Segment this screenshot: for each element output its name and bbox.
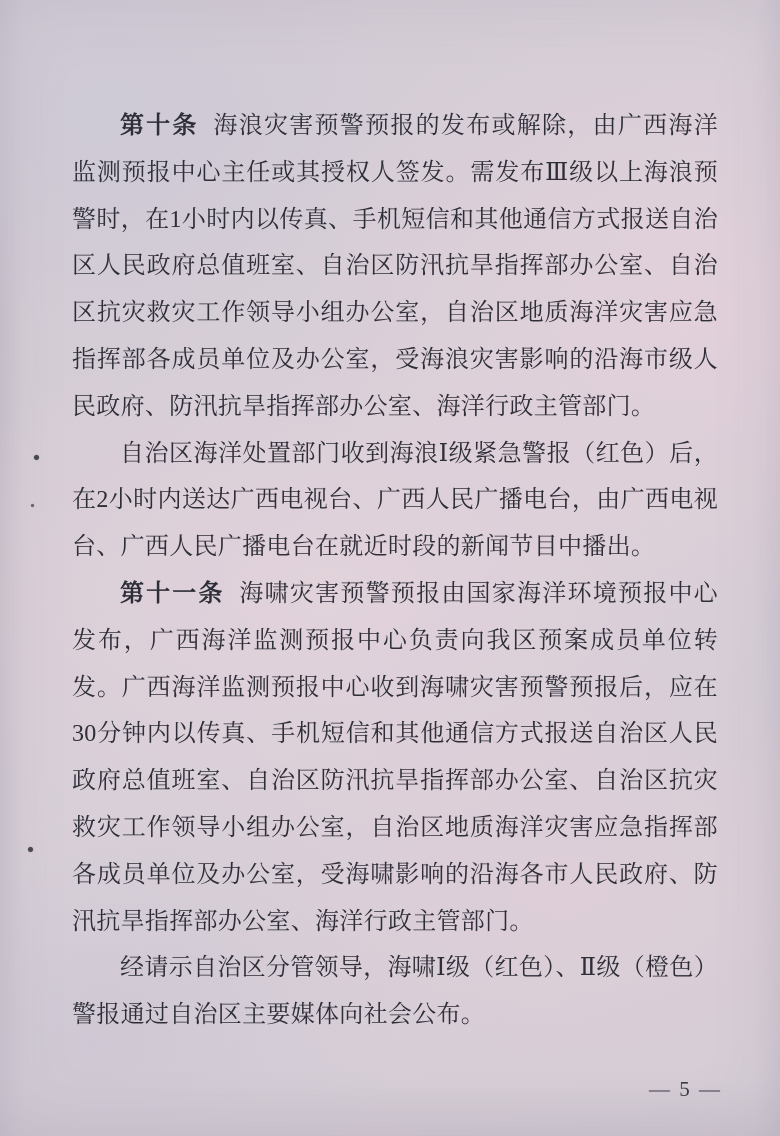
- paragraph-text: 海啸灾害预警预报由国家海洋环境预报中心发布，广西海洋监测预报中心负责向我区预案成员单位转发。广西海洋监测预报中心收到海啸灾害预警预报后，应在30分钟内以传真、手机短信和其他通信方式报送自治区人民政府总值班室、自治区防汛抗旱指挥部办公室、自治区抗灾救灾工作领导小组办公室，自治区地质海洋灾害应急指挥部各成员单位及办公室，受海啸影响的沿海各市人民政府、防汛抗旱指挥部办公室、海洋行政主管部门。: [72, 580, 718, 935]
- document-text: [72, 103, 718, 1039]
- article-number-heading: 第十条: [120, 113, 199, 139]
- paragraph-article-11: [72, 571, 718, 945]
- scan-speck: [34, 455, 39, 460]
- paragraph-wave-broadcast: [72, 431, 718, 571]
- paragraph-text: 自治区海洋处置部门收到海浪Ⅰ级紧急警报（红色）后，在2小时内送达广西电视台、广西人民广播电台，由广西电视台、广西人民广播电台在就近时段的新闻节目中播出。: [72, 440, 718, 561]
- article-number-heading: 第十一条: [120, 580, 225, 607]
- paragraph-text: 海浪灾害预警预报的发布或解除，由广西海洋监测预报中心主任或其授权人签发。需发布Ⅲ级以上海浪预警时，在1小时内以传真、手机短信和其他通信方式报送自治区人民政府总值班室、自治区防汛抗旱指挥部办公室、自治区抗灾救灾工作领导小组办公室，自治区地质海洋灾害应急指挥部各成员单位及办公室，受海浪灾害影响的沿海市级人民政府、防汛抗旱指挥部办公室、海洋行政主管部门。: [72, 113, 719, 420]
- paragraph-text: 经请示自治区分管领导，海啸Ⅰ级（红色）、Ⅱ级（橙色）警报通过自治区主要媒体向社会公布。: [72, 955, 718, 1029]
- paragraph-article-10: [72, 103, 718, 431]
- scan-speck: [31, 504, 34, 507]
- page-number: — 5 —: [649, 1077, 722, 1101]
- scan-speck: [28, 847, 33, 852]
- paragraph-tsunami-announcement: [72, 945, 718, 1039]
